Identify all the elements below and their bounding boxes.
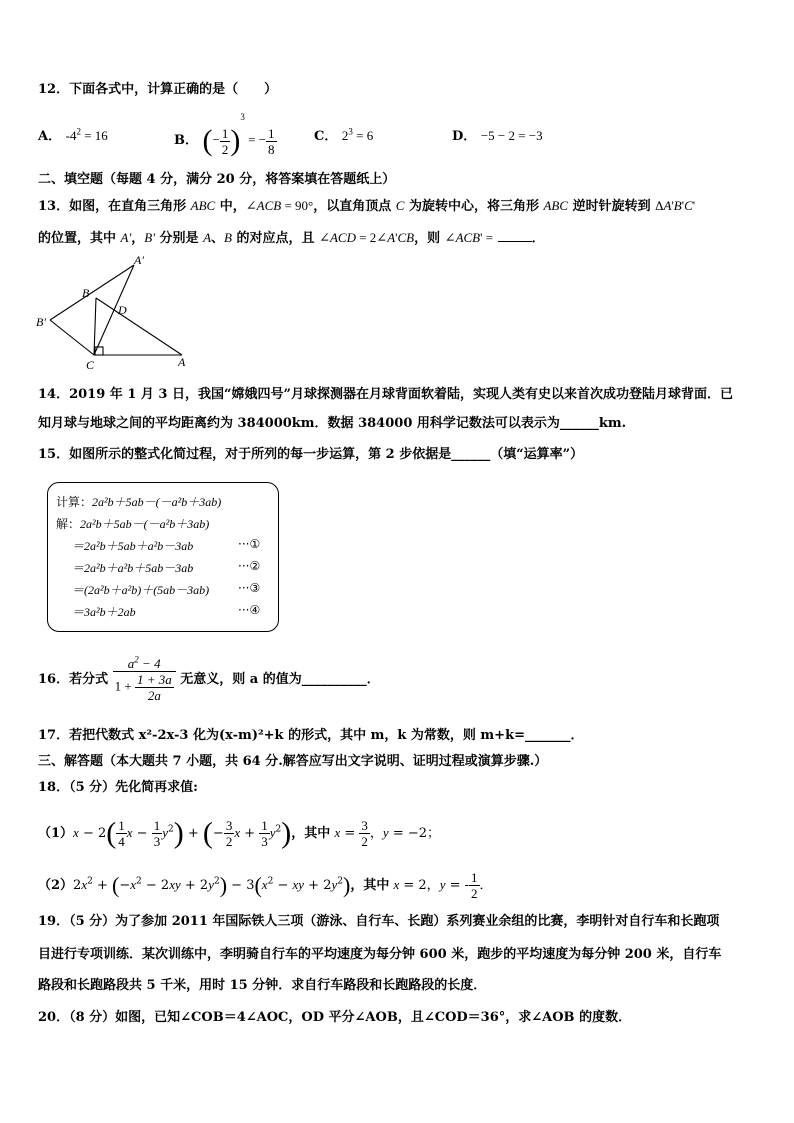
q15-step4-expr: ＝3a²b＋2ab: [72, 605, 136, 619]
q12-option-b: [174, 112, 277, 160]
q15-mark-4: ···④: [238, 603, 261, 617]
q16-suffix: 无意义，则 a 的值为__________．: [180, 672, 380, 687]
q12-option-b-label: B．: [174, 133, 198, 148]
q15-mark-3: ···③: [238, 581, 261, 595]
q15-calc-line: [56, 493, 221, 510]
section-3-heading: 三、解答题（本大题共 7 小题，共 64 分.解答应写出文字说明、证明过程或演算步骤.）: [38, 754, 548, 769]
q13-label-b-prime: B′: [36, 315, 46, 329]
q15-step2: [72, 559, 193, 576]
q18-stem: 18．（5 分）先化简再求值:: [38, 780, 198, 795]
q13-figure: [30, 252, 210, 380]
q12-option-a-label: A．: [38, 129, 62, 144]
q15-mark-2: ···②: [238, 559, 261, 573]
q12-stem-text: 12．下面各式中，计算正确的是（ ）: [38, 82, 278, 97]
q16: [38, 650, 380, 710]
q15-step1: [72, 537, 193, 554]
q13-label-a: A: [178, 355, 186, 369]
q15-step4: [72, 603, 136, 620]
q12-option-d: [452, 126, 543, 147]
q15-solve-line: [56, 515, 209, 532]
q19-line2: 目进行专项训练．某次训练中，李明骑自行车的平均速度为每分钟 600 米，跑步的平均速度为每分钟 200 米，自行车: [38, 947, 722, 962]
q12-option-a: [38, 126, 108, 147]
q16-fraction: $a^2 - 4$ 1 + $\frac{1 + 3a}{2a}$: [113, 656, 176, 703]
q15-step0: 2a²b＋5ab－(－a²b＋3ab): [80, 517, 210, 531]
q13-line2: 的位置，其中 A'，B' 分别是 A、B 的对应点，且 ∠ACD = 2∠A'CB，则 ∠ACB' = ．: [38, 230, 545, 246]
q15-step3: [72, 581, 209, 598]
q19-line3: 路段和长跑路段共 5 千米，用时 15 分钟．求自行车路段和长跑路段的长度．: [38, 978, 487, 993]
q12-option-c: [314, 126, 373, 147]
q19-line1: 19．（5 分）为了参加 2011 年国际铁人三项（游泳、自行车、长跑）系列赛业余组的比赛，李明针对自行车和长跑项: [38, 914, 720, 929]
q12-option-b-expr: (− $\frac{1}{2}$ )$^3$ = − $\frac{1}{8}$: [202, 112, 275, 158]
q16-prefix: 16．若分式: [38, 672, 109, 687]
q13-label-b: B: [82, 286, 90, 300]
q15-mark-1: ···①: [238, 537, 261, 551]
q15-calculation-box: [47, 482, 279, 632]
q13-line1: 13．如图，在直角三角形 ABC 中，∠ACB = 90°，以直角顶点 C 为旋转中心，将三角形 ABC 逆时针旋转到 ΔA'B'C': [38, 198, 696, 214]
q13-label-a-prime: A′: [134, 253, 144, 267]
q15-stem: 15．如图所示的整式化简过程，对于所列的每一步运算，第 2 步依据是______（填“运算率”）: [38, 447, 584, 462]
q12-option-c-label: C．: [314, 129, 338, 144]
q15-step2-expr: ＝2a²b＋a²b＋5ab－3ab: [72, 561, 194, 575]
q12-option-d-label: D．: [452, 129, 477, 144]
q12-option-d-expr: −5 − 2 = −3: [480, 128, 543, 143]
q13-label-c: C: [86, 358, 95, 372]
q13-label-d: D: [118, 303, 127, 317]
q15-step3-expr: ＝(2a²b＋a²b)＋(5ab－3ab): [72, 583, 210, 597]
q18-part2: $(2)2x^2 + (-x^2 - 2xy + 2y^2) - 3(x^2$ − xy + $2y^2$)，其中 x = 2，y = - $\frac{1}{2}$ ．: [38, 870, 493, 901]
q20: 20．（8 分）如图，已知∠COB＝4∠AOC，OD 平分∠AOB，且∠COD＝36°，求∠AOB 的度数．: [38, 1010, 632, 1025]
q17: 17．若把代数式 x²-2x-3 化为(x-m)²+k 的形式，其中 m，k 为常数，则 m+k=_______．: [38, 728, 584, 743]
q15-step1-expr: ＝2a²b＋5ab＋a²b－3ab: [72, 539, 194, 553]
section-2-heading: 二、填空题（每题 4 分，满分 20 分，将答案填在答题纸上）: [38, 172, 396, 187]
q12-option-a-expr: $-4^2 = 16$: [65, 126, 108, 143]
q15-solve-label: 解：: [56, 517, 81, 531]
q14-line1: 14．2019 年 1 月 3 日，我国“嫦娥四号”月球探测器在月球背面软着陆，实现人类有史以来首次成功登陆月球背面．已: [38, 387, 733, 402]
q15-calc-expr: 2a²b＋5ab－(－a²b＋3ab): [92, 495, 222, 509]
q18-part1: （1）x − 2( $\frac{1}{4}$ x − $\frac{1}{3}$ $y^2$) + (− $\frac{3}{2}$ x + $\frac{1}{3}$ $y^2$)，其中 x = $\frac{3}{2}$ ，y = −2；: [38, 816, 441, 850]
q12-stem: [38, 80, 277, 100]
q15-calc-label: 计算：: [56, 495, 93, 509]
q12-option-c-expr: $2^3 = 6$: [341, 126, 374, 143]
q14-line2: 知月球与地球之间的平均距离约为 384000km．数据 384000 用科学记数法可以表示为______km.: [38, 416, 627, 431]
